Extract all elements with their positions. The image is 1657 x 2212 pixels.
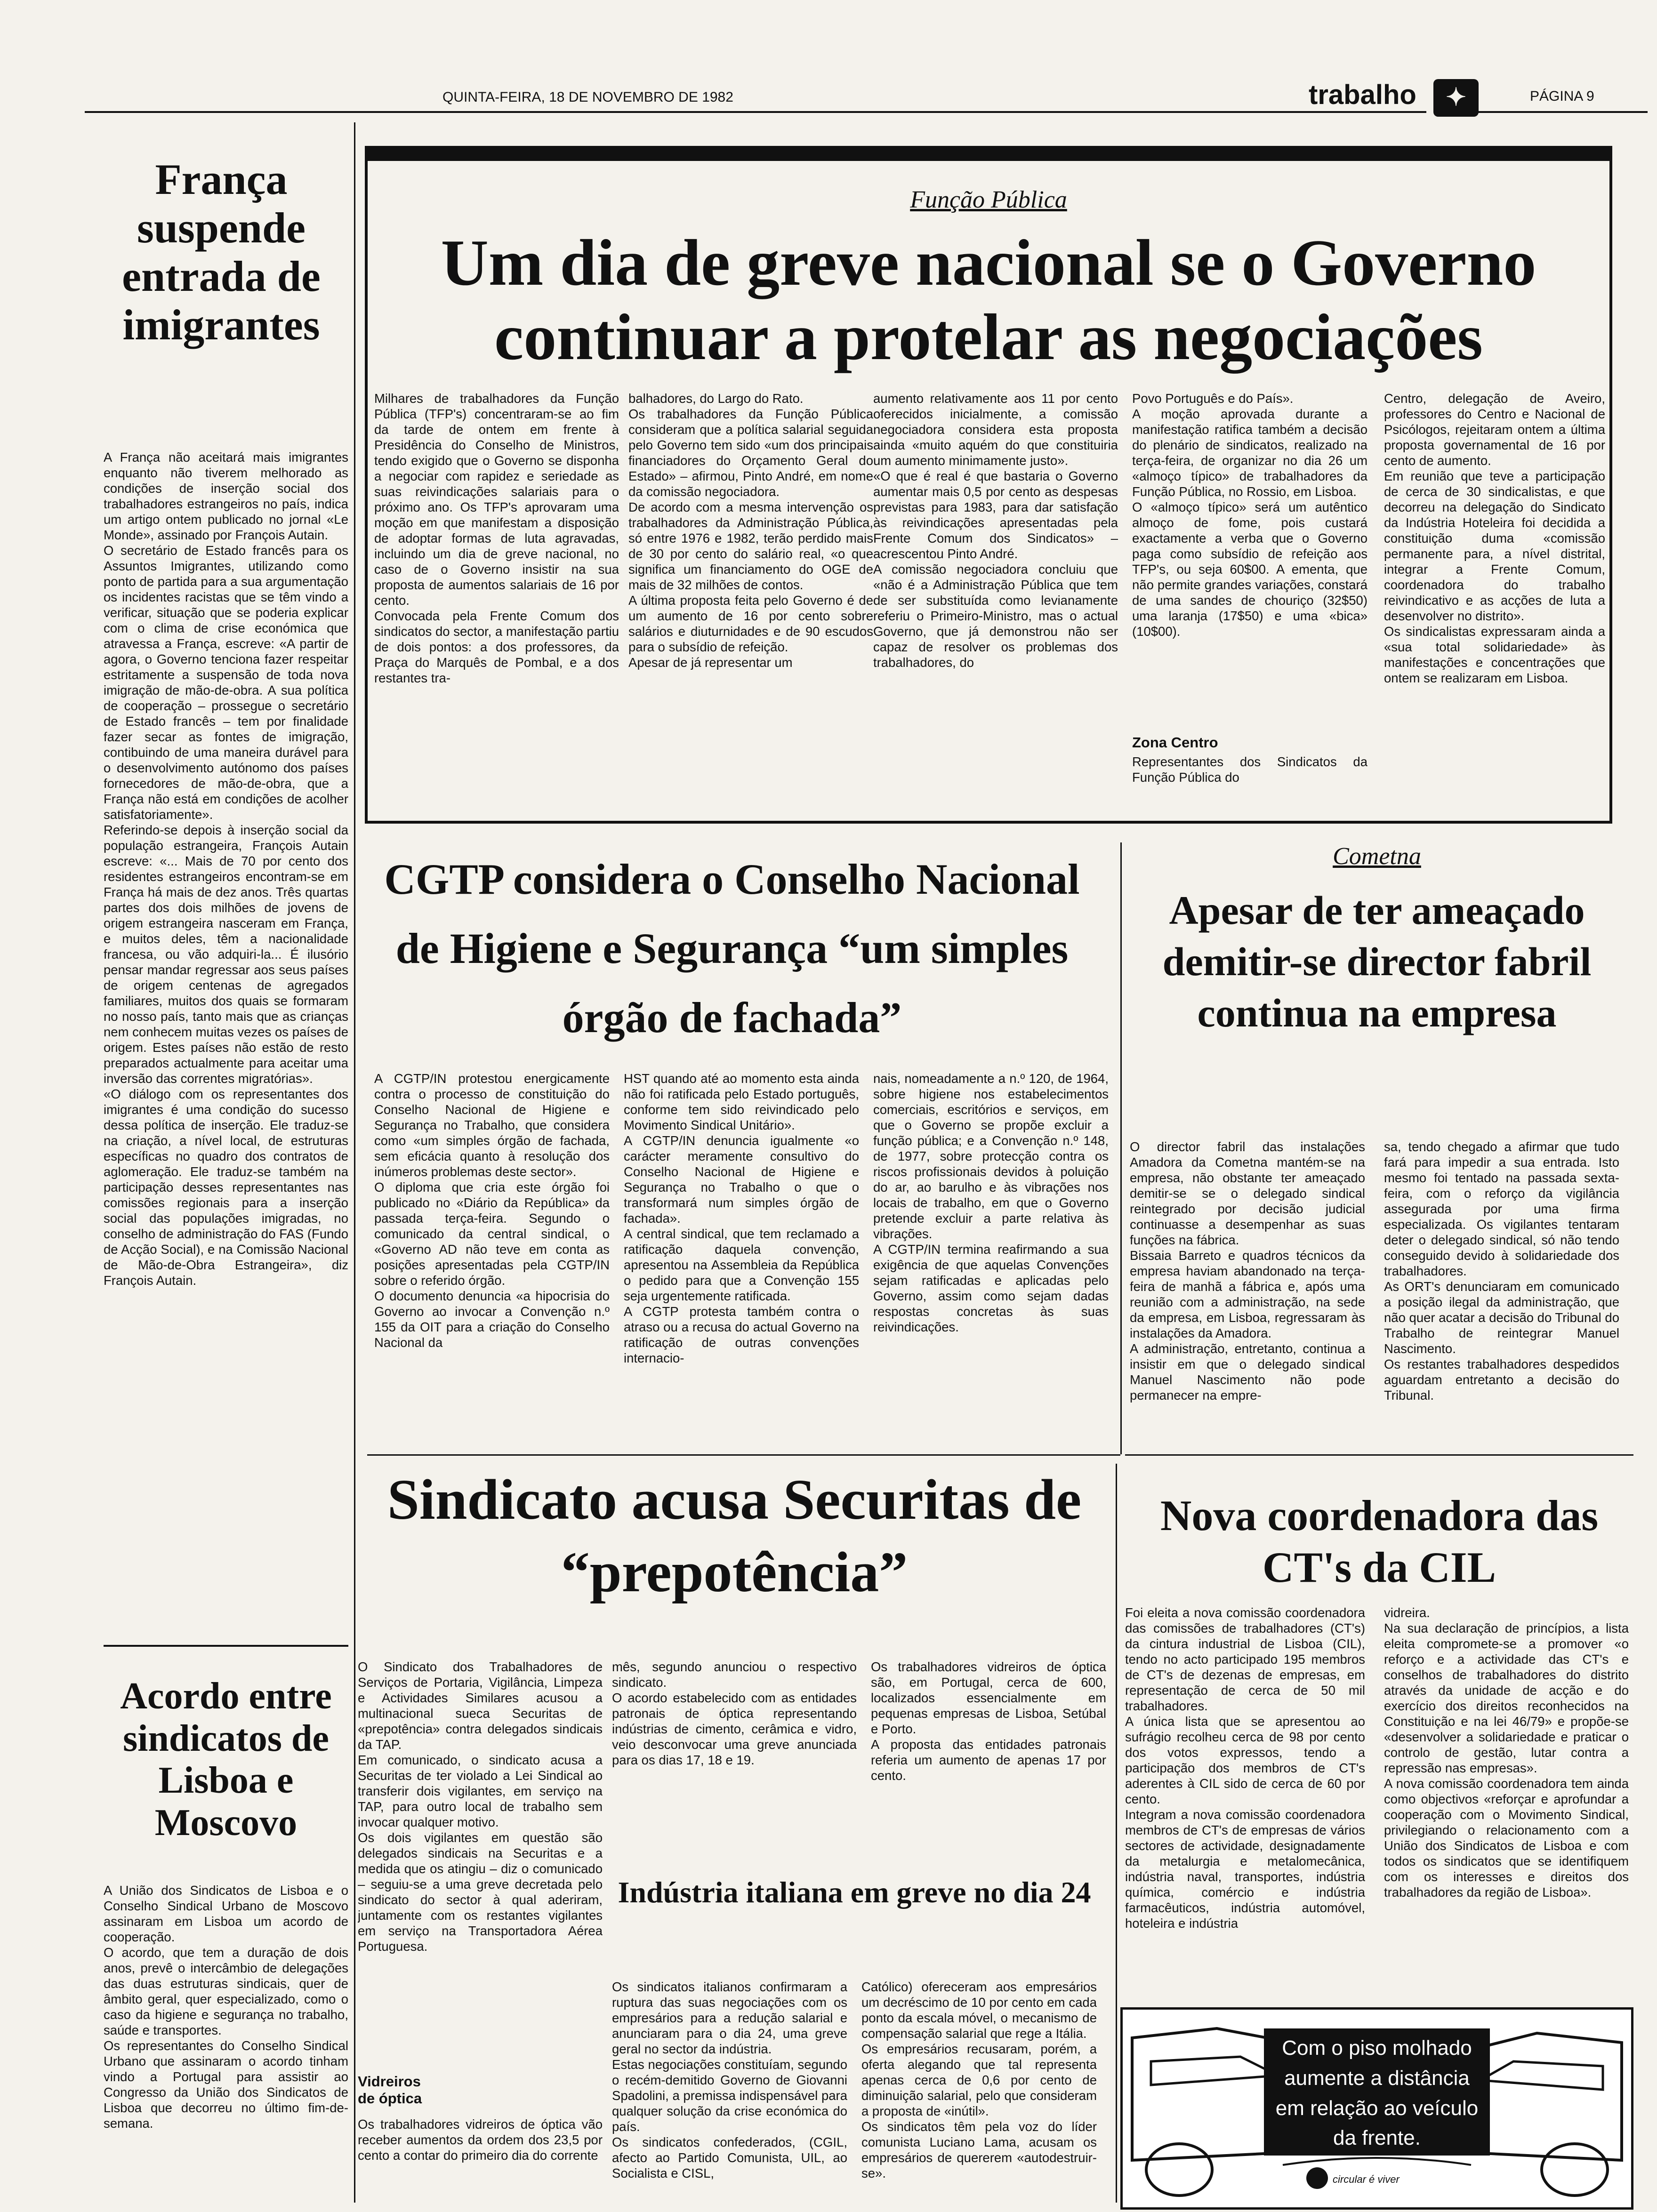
italia-col-2: Católico) ofereceram aos empresários um decréscimo de 10 por cento em cada ponto da escala móvel, o mecanismo de compensação salarial que rege a Itália. Os empresários recusaram, porém, a oferta alegando que tal representa apenas cerca de 0,6 por cento de diminuição salarial, pelo que consideram a proposta de «inútil». Os sindicatos têm pela voz do líder comunista Luciano Lama, acusam os empresários de quererem «autodestruir-se». bbox=[861, 1980, 1097, 2180]
ad-footer: circular é viver bbox=[1333, 2173, 1400, 2185]
cgtp-right-divider bbox=[1120, 842, 1122, 1454]
cometna-col-1: O director fabril das instalações Amadora da Cometna mantém-se na empresa, não obstante ter ameaçado demitir-se se o delegado sindical reintegrado por decisão judicial continuasse a desempenhar as suas funções na fábrica. Bissaia Barreto e quadros técnicos da empresa haviam abandonado na terça-feira de manhã a fábrica e, após uma reunião com a administração, na sede da empresa, em Lisboa, regressaram às instalações da Amadora. A administração, entretanto, continua a insistir em que o delegado sindical Manuel Nascimento não pode permanecer na empre- bbox=[1130, 1139, 1365, 1403]
funcao-col-4 bbox=[1132, 391, 1367, 814]
funcao-col-5: Centro, delegação de Aveiro, professores do Centro e Nacional de Psicólogos, rejeitaram ontem a última proposta governamental de 16 por cento de aumento. Em reunião que teve a participação de cerca de 30 sindicalistas, e que decorreu na delegação do Sindicato da Indústria Hoteleira foi decidida a constituição duma «comissão permanente para, a nível distrital, integrar a Frente Comum, coordenadora do trabalho reivindicativo e as acções de luta a desenvolver no distrito». Os sindicalistas expressaram ainda a «sua total solidariedade» às manifestações e concentrações que ontem se realizaram em Lisboa. bbox=[1384, 391, 1605, 685]
funcao-col-3: aumento relativamente aos 11 por cento oferecidos inicialmente, a comissão negociadora considera esta proposta ainda «muito aquém do que constituiria um aumento minimamente justo». «O que é real é que bastaria o Governo aumentar mais 0,5 por cento as despesas previstas para 1983, para dar satisfação às reivindicações apresentadas pela Frente Comum dos Sindicatos» – acrescentou Pinto André. A comissão negociadora concluiu que «não é a Administração Pública que tem de ser substituída como levianamente referiu o Primeiro-Ministro, mas o actual Governo, que já demonstrou não ser capaz de resolver os problemas dos trabalhadores, do bbox=[873, 391, 1118, 670]
italia-title: Indústria italiana em greve no dia 24 bbox=[618, 1875, 1091, 1909]
cgtp-col-3: nais, nomeadamente a n.º 120, de 1964, sobre higiene nos estabelecimentos comerciais, escritórios e serviços, em que o Governo se propõe excluir a função pública; e a Convenção n.º 148, de 1977, sobre protecção contra os riscos profissionais devidos à poluição do ar, ao barulho e às vibrações nos locais de trabalho, em que o Governo pretende excluir a parte relativa às vibrações. A CGTP/IN termina reafirmando a sua exigência de que aquelas Convenções sejam ratificadas e aplicadas pelo Governo, assim como sejam dadas respostas concretas às suas reivindicações. bbox=[873, 1071, 1109, 1334]
franca-title: França suspende entrada de imigrantes bbox=[122, 155, 321, 349]
franca-divider bbox=[104, 1645, 348, 1647]
cometna-col-2: sa, tendo chegado a afirmar que tudo fará para impedir a sua entrada. Isto mesmo foi tentado na passada sexta-feira, com o reforço da vigilância assegurada por uma firma especializada. Os vigilantes tentaram deter o delegado sindical, só não tendo conseguido devido à solidariedade dos trabalhadores. As ORT's denunciaram em comunicado a posição ilegal da administração, que não quer acatar a decisão do Tribunal do Trabalho de reintegrar Manuel Nascimento. Os restantes trabalhadores despedidos aguardam entretanto a decisão do Tribunal. bbox=[1384, 1139, 1619, 1403]
cgtp-title: CGTP considera o Conselho Nacional de Higiene e Segurança “um simples órgão de fachada” bbox=[384, 855, 1080, 1042]
cgtp-col-2: HST quando até ao momento esta ainda não foi ratificada pelo Estado português, conforme tem sido reivindicado pelo Movimento Sindical Unitário». A CGTP/IN denuncia igualmente «o carácter meramente consultivo do Conselho Nacional de Higiene e Segurança no Trabalho o que o transformará num simples órgão de fachada». A central sindical, que tem reclamado a ratificação daquela convenção, apresentou na Assembleia da República o pedido para que a Convenção 155 seja urgentemente ratificada. A CGTP protesta também contra o atraso ou a recusa do actual Governo na ratificação de outras convenções internacio- bbox=[624, 1071, 859, 1365]
acordo-title: Acordo entre sindicatos de Lisboa e Moscovo bbox=[120, 1675, 332, 1843]
funcao-col-2: balhadores, do Largo do Rato. Os trabalhadores da Função Pública consideram que a política salarial seguida pelo Governo tem sido «um dos principais financiadores do Orçamento Geral do Estado» – afirmou, Pinto André, em nome da comissão negociadora. De acordo com a mesma intervenção os trabalhadores da Administração Pública, só entre 1976 e 1982, terão perdido mais de 30 por cento do salário real, «o que significa um financiamento do OGE de mais de 32 milhões de contos. A última proposta feita pelo Governo é de um aumento de 16 por cento sobre salários e diuturnidades e de 90 escudos para o subsídio de refeição. Apesar de já representar um bbox=[628, 391, 873, 670]
header-rule-right bbox=[1478, 111, 1648, 113]
sindicato-title: Sindicato acusa Securitas de “prepotência” bbox=[387, 1468, 1082, 1604]
ad-logo-icon bbox=[1306, 2167, 1328, 2189]
sindicato-col-1-after: Os trabalhadores vidreiros de óptica vão receber aumentos da ordem dos 23,5 por cento a contar do primeiro dia do corrente bbox=[358, 2117, 603, 2163]
header-section: trabalho bbox=[1309, 80, 1416, 110]
header-page: PÁGINA 9 bbox=[1530, 88, 1594, 104]
mid-divider bbox=[367, 1454, 1120, 1456]
sindicato-col-1 bbox=[358, 1659, 603, 2205]
acordo-body: A União dos Sindicatos de Lisboa e o Conselho Sindical Urbano de Moscovo assinaram em Lisboa um acordo de cooperação. O acordo, que tem a duração de dois anos, prevê o intercâmbio de delegações das duas estruturas sindicais, quer de âmbito geral, quer especializado, como o caso da higiene e segurança no trabalho, saúde e transportes. Os representantes do Conselho Sindical Urbano que assinaram o acordo tinham vindo a Portugal para assistir ao Congresso da União dos Sindicatos de Lisboa que decorreu no último fim-de-semana. bbox=[104, 1883, 348, 2131]
mid-divider-right bbox=[1125, 1454, 1633, 1456]
funcao-col-4-text: Povo Português e do País». A moção aprovada durante a manifestação ratifica também a decisão do plenário de sindicatos, realizado na terça-feira, de organizar no dia 26 um «almoço típico» de trabalhadores da Função Pública, no Rossio, em Lisboa. O «almoço típico» será um autêntico almoço de fome, pois custará exactamente a verba que o Governo paga como subsídio de refeição aos TFP's, ou seja 60$00. A ementa, que não permite grandes variações, constará de uma sandes de chouriço (32$50) uma laranja (17$50) e uma «bica» (10$00). bbox=[1132, 391, 1367, 639]
cil-col-1: Foi eleita a nova comissão coordenadora das comissões de trabalhadores (CT's) da cintura industrial de Lisboa (CIL), tendo no acto participado 195 membros de CT's de dezenas de empresas, em representação de cerca de 50 mil trabalhadores. A única lista que se apresentou ao sufrágio recolheu cerca de 98 por cento dos votos expressos, tendo a participação dos membros de CT's aderentes à CIL sido de cerca de 60 por cento. Integram a nova comissão coordenadora membros de CT's de empresas de vários sectores de actividade, designadamente da metalurgia e metalomecânica, indústria naval, transportes, indústria química, comércio e indústria farmacêuticos, indústria automóvel, hoteleira e indústria bbox=[1125, 1605, 1365, 1931]
cometna-kicker: Cometna bbox=[1333, 843, 1421, 870]
cometna-title: Apesar de ter ameaçado demitir-se director fabril continua na empresa bbox=[1162, 888, 1592, 1036]
cil-left-divider bbox=[1116, 1464, 1117, 2203]
sindicato-col-3: Os trabalhadores vidreiros de óptica são, em Portugal, cerca de 600, localizados essencialmente em pequenas empresas de Lisboa, Setúbal e Porto. A proposta das entidades patronais referia um aumento de apenas 17 por cento. bbox=[871, 1659, 1106, 1783]
funcao-col-1: Milhares de trabalhadores da Função Pública (TFP's) concentraram-se ao fim da tarde de ontem em frente à Presidência do Conselho de Ministros, tendo exigido que o Governo se disponha a negociar com rapidez e seriedade as suas reivindicações salariais para o próximo ano. Os TFP's aprovaram uma moção em que manifestam a disposição de adoptar formas de luta agravadas, incluindo um dia de greve nacional, no caso de o Governo insistir na sua proposta de aumentos salariais de 16 por cento. Convocada pela Frente Comum dos sindicatos do sector, a manifestação partiu de dois pontos: a dos professores, da Praça do Marquês de Pombal, e a dos restantes tra- bbox=[374, 391, 619, 685]
franca-body: A França não aceitará mais imigrantes enquanto não tiverem melhorado as condições de inserção social dos trabalhadores estrangeiros no país, indica um artigo ontem publicado no jornal «Le Monde», assinado por François Autain. O secretário de Estado francês para os Assuntos Imigrantes, utilizando como ponto de partida para a sua argumentação os incidentes racistas que se têm vindo a verificar, situação que se poderia explicar com o clima de crise económica que atravessa a França, escreve: «A partir de agora, o Governo tenciona fazer respeitar estritamente a suspensão de toda nova imigração de mão-de-obra. A sua política de cooperação – prossegue o secretário de Estado francês – tem por finalidade fazer secar as fontes de imigração, contibuindo de uma maneira durável para o desenvolvimento autónomo dos países fornecedores de mão-de-obra, que a França não está em condições de acolher satisfatoriamente». Referindo-se depois à inserção social da população estrangeira, François Autain escreve: «... Mais de 70 por cento dos residentes estrangeiros encontram-se em França há mais de dez anos. Três quartas partes dos dois milhões de jovens de origem estrangeira nasceram em França, e muitos deles, têm a nacionalidade francesa, ou vão adquiri-la... É ilusório pensar mandar regressar aos seus países de origem centenas de agregados familiares, muitos dos quais se formaram no nosso país, tanto mais que as crianças nem conhecem muitas vezes os países de origem. Estes países não estão de resto preparados actualmente para aceitar uma inversão das correntes migratórias». «O diálogo com os representantes dos imigrantes é uma condição do sucesso dessa política de inserção. Ele traduz-se na criação, a nível local, de estruturas específicas no quadro dos contratos de aglomeração. Ele traduz-se também na participação desses representantes nas comissões regionais para a inserção social das populações imigradas, no conselho de administração do FAS (Fundo de Acção Social), e na Comissão Nacional de Mão-de-Obra Estrangeira», diz François Autain. bbox=[104, 450, 348, 1288]
header-rule bbox=[85, 111, 1426, 113]
column-divider bbox=[354, 122, 355, 2203]
cil-title: Nova coordenadora das CT's da CIL bbox=[1160, 1491, 1599, 1592]
funcao-top-bar bbox=[368, 149, 1609, 161]
funcao-col-4-after: Representantes dos Sindicatos da Função Pública do bbox=[1132, 754, 1367, 785]
ad-message: Com o piso molhado aumente a distância em relação ao veículo da frente. bbox=[1264, 2028, 1490, 2156]
newspaper-logo-icon: ✦ bbox=[1433, 79, 1479, 117]
header-date: QUINTA-FEIRA, 18 DE NOVEMBRO DE 1982 bbox=[442, 89, 733, 105]
funcao-kicker: Função Pública bbox=[910, 186, 1067, 213]
cgtp-col-1: A CGTP/IN protestou energicamente contra o processo de constituição do Conselho Nacional de Higiene e Segurança no Trabalho, que considera como «um simples órgão de fachada, sem eficácia quanto à resolução dos inúmeros problemas deste sector». O diploma que cria este órgão foi publicado no «Diário da República» da passada terça-feira. Segundo o comunicado da central sindical, o «Governo AD não teve em conta as posições apresentadas pela CGTP/IN sobre o referido órgão. O documento denuncia «a hipocrisia do Governo ao invocar a Convenção n.º 155 da OIT para a criação do Conselho Nacional da bbox=[374, 1071, 610, 1350]
sindicato-col-1-subhead: Vidreiros de óptica bbox=[358, 2073, 422, 2107]
funcao-col-4-subhead: Zona Centro bbox=[1132, 734, 1218, 751]
sindicato-col-1-text: O Sindicato dos Trabalhadores de Serviços de Portaria, Vigilância, Limpeza e Actividades Similares acusou a multinacional sueca Securitas de «prepotência» contra delegados sindicais da TAP. Em comunicado, o sindicato acusa a Securitas de ter violado a Lei Sindical ao transferir dois vigilantes, em serviço na TAP, para outro local de trabalho sem invocar qualquer motivo. Os dois vigilantes em questão são delegados sindicais na Securitas e a medida que os atingiu – diz o comunicado – seguiu-se a uma greve decretada pelo sindicato do sector à qual aderiram, juntamente com os restantes vigilantes em serviço na Transportadora Aérea Portuguesa. bbox=[358, 1659, 603, 1954]
cil-col-2: vidreira. Na sua declaração de princípios, a lista eleita compromete-se a promover «o reforço e a actividade das CT's e conselhos de trabalhadores do distrito através da unidade de acção e do exercício dos direitos reconhecidos na Constituição e na lei 46/79» e propõe-se «desenvolver a solidariedade e praticar o controlo de gestão, lutar contra a repressão nas empresas». A nova comissão coordenadora tem ainda como objectivos «reforçar e aprofundar a cooperação com o Movimento Sindical, privilegiando o relacionamento com a União dos Sindicatos de Lisboa e com todos os sindicatos que se identifiquem com os interesses e direitos dos trabalhadores da região de Lisboa». bbox=[1384, 1605, 1629, 1899]
funcao-title: Um dia de greve nacional se o Governo continuar a protelar as negociações bbox=[441, 226, 1536, 374]
sindicato-col-2: mês, segundo anunciou o respectivo sindicato. O acordo estabelecido com as entidades patronais de óptica representando indústrias de cimento, cerâmica e vidro, veio desconvocar uma greve anunciada para os dias 17, 18 e 19. bbox=[612, 1659, 857, 1767]
safety-ad bbox=[1120, 2007, 1633, 2210]
italia-col-1: Os sindicatos italianos confirmaram a ruptura das suas negociações com os empresários para a redução salarial e anunciaram para o dia 24, uma greve geral no sector da indústria. Estas negociações constituíam, segundo o recém-demitido Governo de Giovanni Spadolini, a premissa indispensável para qualquer solução da crise económica do país. Os sindicatos confederados, (CGIL, afecto ao Partido Comunista, UIL, ao Socialista e CISL, bbox=[612, 1980, 847, 2180]
